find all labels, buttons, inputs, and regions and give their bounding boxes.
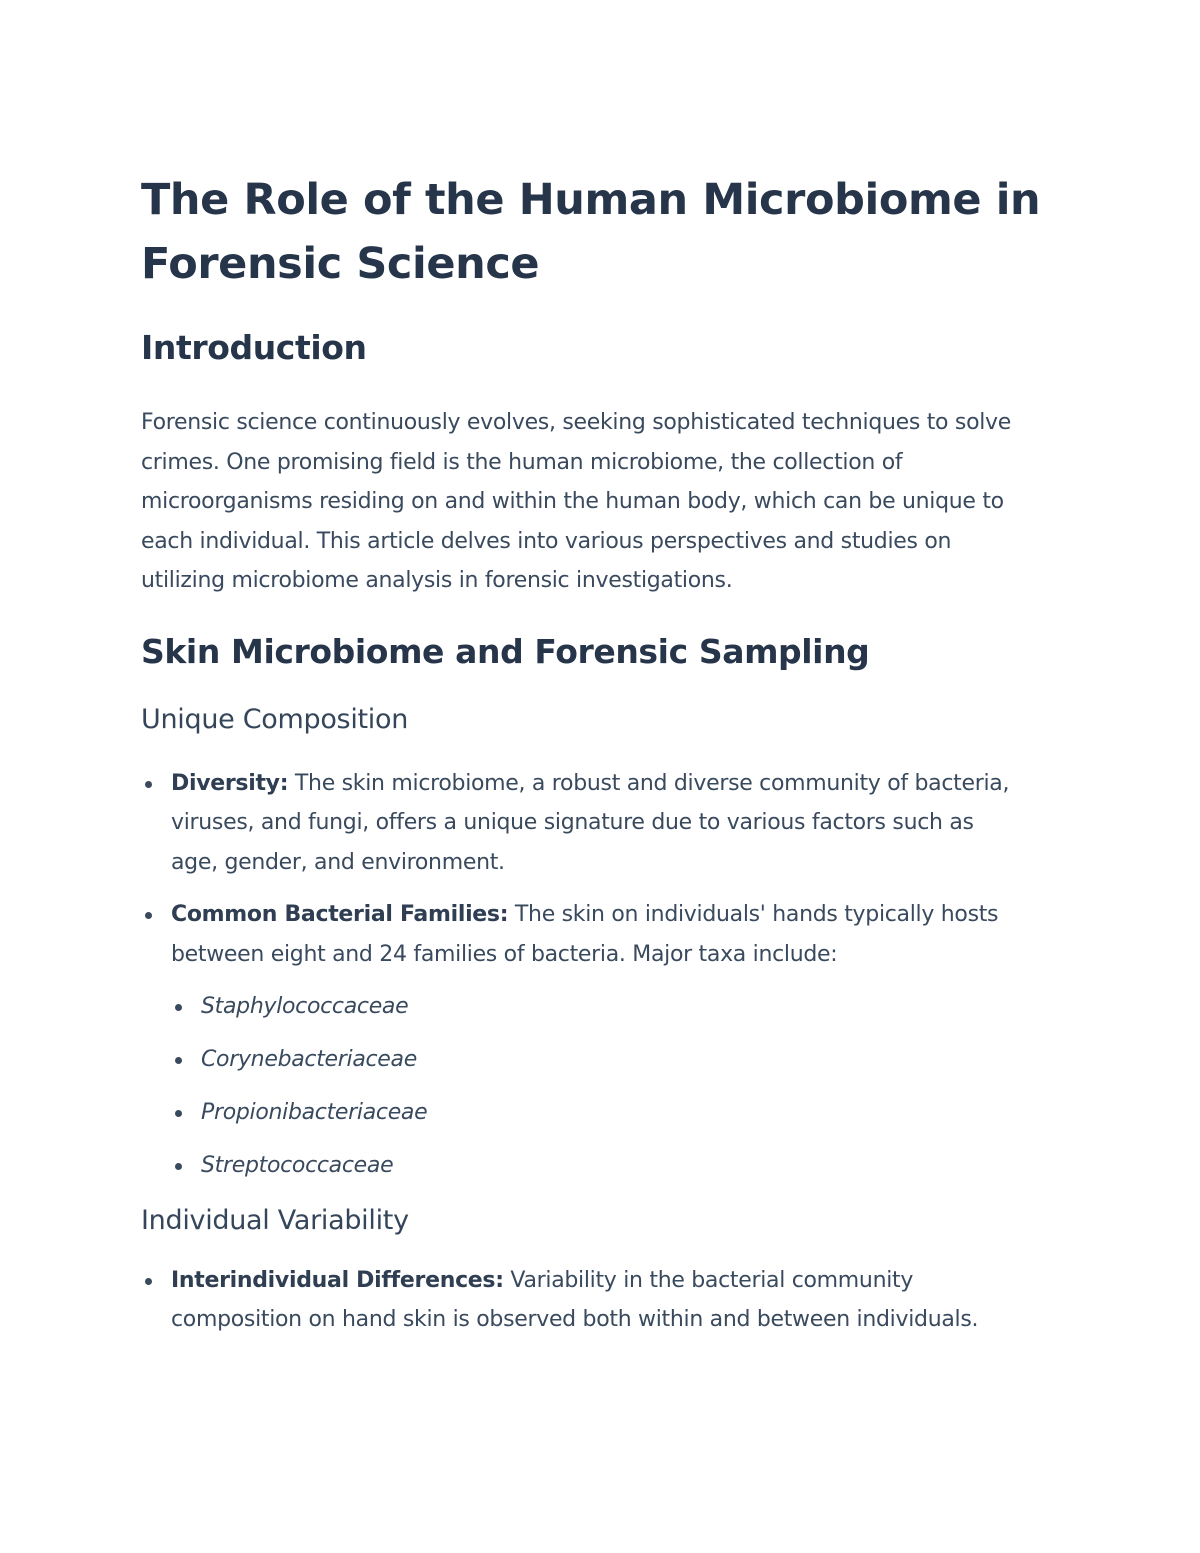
introduction-heading: Introduction [141, 328, 367, 367]
unique-composition-heading: Unique Composition [141, 703, 409, 735]
taxon-item: Streptococcaceae [171, 1146, 1021, 1186]
bacterial-taxa-list [171, 987, 1021, 1186]
individual-variability-heading: Individual Variability [141, 1204, 409, 1236]
list-item-term: Diversity: [171, 770, 289, 796]
list-item-text: The skin microbiome, a robust and diverse community of bacteria, viruses, and fungi, offers a unique signature due to various factors such as age, gender, and environment. [171, 770, 1010, 875]
list-item-diversity [141, 764, 1021, 883]
taxon-item: Corynebacteriaceae [171, 1040, 1021, 1080]
taxon-item: Staphylococcaceae [171, 987, 1021, 1027]
list-item-interindividual [141, 1261, 1021, 1340]
list-item-text: Variability in the bacterial community composition on hand skin is observed both within and between individuals. [171, 1267, 979, 1332]
individual-variability-list [141, 1261, 1061, 1340]
list-item-term: Common Bacterial Families: [171, 902, 509, 927]
taxon-item: Propionibacteriaceae [171, 1093, 1021, 1133]
introduction-paragraph: Forensic science continuously evolves, seeking sophisticated techniques to solve crimes. One promising field is the human microbiome, the collection of microorganisms residing on and within the human body, which can be unique to each individual. This article delves into various perspectives and studies on utilizing microbiome analysis in forensic investigations. [141, 410, 1011, 593]
list-item-text: The skin on individuals' hands typically hosts between eight and 24 families of bacteria. Major taxa include: [171, 902, 999, 967]
skin-section-heading: Skin Microbiome and Forensic Sampling [141, 631, 870, 671]
list-item-bacterial-families [141, 895, 1021, 1186]
unique-composition-list [141, 764, 1061, 1186]
document-page [141, 168, 1061, 1353]
list-item-term: Interindividual Differences: [171, 1267, 504, 1293]
page-title: The Role of the Human Microbiome in Forensic Science [141, 175, 1041, 289]
